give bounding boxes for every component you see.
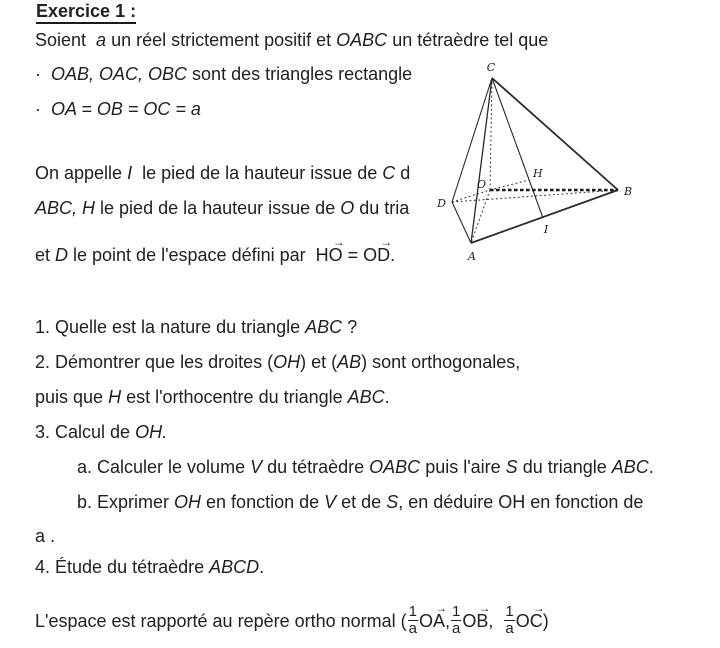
text-segment: S [386, 492, 399, 512]
segment-CI [492, 78, 543, 218]
text-segment: 3. Calcul de [35, 422, 136, 442]
exercise-title: Exercice 1 : [36, 1, 136, 24]
text-segment: ) [542, 611, 549, 632]
label-H: H [533, 167, 543, 180]
vector-expression: OB → [462, 600, 491, 632]
text-segment: et [35, 245, 56, 265]
question-2-cont [35, 386, 390, 408]
label-A: A [468, 250, 476, 263]
label-I: I [543, 223, 549, 236]
edge-CB [492, 78, 618, 190]
text-segment: On appelle [35, 163, 128, 183]
question-1 [35, 316, 357, 338]
question-3b-cont [35, 525, 55, 547]
vector-arrow-icon: → [478, 600, 491, 615]
text-segment: a . [35, 526, 56, 546]
bullet-marker: · [35, 99, 41, 119]
text-segment: H [82, 198, 96, 218]
text-segment: a. Calculer le volume [77, 457, 251, 477]
appelle-line-2 [35, 197, 409, 219]
text-segment: OH [273, 352, 301, 372]
fraction-denominator: a [452, 619, 461, 637]
text-segment: Soient [35, 30, 97, 50]
segment-OH [490, 180, 529, 190]
text-segment: puis l'aire [420, 457, 506, 477]
label-D: D [437, 197, 446, 210]
vector-expression: OA → [419, 600, 448, 632]
text-segment: L'espace est rapporté au repère ortho normal ( [35, 611, 407, 632]
text-segment: d [395, 163, 411, 183]
text-segment: ABC [611, 457, 649, 477]
definition-line [35, 234, 396, 266]
vector-arrow-icon: → [435, 600, 448, 615]
math-fraction [408, 604, 418, 637]
text-segment: ) et ( [300, 352, 338, 372]
text-segment: OH [174, 492, 202, 512]
text-segment: OABC [336, 30, 388, 50]
text-segment: ABC, [35, 198, 78, 218]
label-B: B [624, 185, 633, 198]
text-segment: puis que [35, 387, 109, 407]
bullet-marker: · [35, 64, 41, 84]
text-segment: un tétraèdre tel que [387, 30, 549, 50]
text-segment: b. Exprimer [77, 492, 175, 512]
text-segment: ABCD [209, 557, 260, 577]
bullet-line-2 [35, 98, 201, 120]
tetrahedron-figure [425, 50, 720, 265]
text-segment: un réel strictement positif et [106, 30, 337, 50]
text-segment: en fonction de [201, 492, 325, 512]
text-segment: V [250, 457, 263, 477]
label-O: O [476, 178, 486, 191]
fraction-denominator: a [505, 619, 514, 637]
text-segment: . [390, 245, 396, 265]
text-segment: , [445, 611, 451, 632]
text-segment: I [127, 163, 133, 183]
text-segment: sont des triangles rectangle [187, 64, 413, 84]
text-segment: OABC [369, 457, 421, 477]
repere-line [35, 600, 549, 639]
text-segment: . [384, 387, 390, 407]
text-segment: , [488, 611, 504, 632]
bullet-line-1 [35, 63, 412, 85]
text-segment: C [382, 163, 396, 183]
vector-expression: HO → [315, 234, 345, 265]
text-segment: le pied de la hauteur issue de [95, 198, 341, 218]
text-segment: 4. Étude du tétraèdre [35, 557, 210, 577]
fraction-numerator: 1 [505, 603, 514, 620]
text-segment: , en déduire OH en fonction de [398, 492, 644, 512]
question-3a [77, 456, 654, 478]
text-segment: S [505, 457, 518, 477]
text-segment: . [648, 457, 654, 477]
math-fraction [451, 604, 461, 637]
question-4 [35, 556, 264, 578]
text-segment: V [324, 492, 337, 512]
label-C: C [486, 61, 496, 74]
vector-arrow-icon: → [332, 234, 345, 249]
fraction-numerator: 1 [452, 603, 461, 620]
vector-arrow-icon: → [532, 600, 545, 615]
text-segment: est l'orthocentre du triangle [121, 387, 348, 407]
text-segment: AB [337, 352, 362, 372]
edge-DA [452, 202, 471, 243]
intro-line [35, 29, 548, 51]
question-2 [35, 351, 520, 373]
vector-arrow-icon: → [380, 234, 393, 249]
text-segment: = [342, 245, 364, 265]
text-segment: 2. Démontrer que les droites ( [35, 352, 274, 372]
text-segment: du triangle [517, 457, 612, 477]
text-segment: du tria [354, 198, 410, 218]
text-segment: . [259, 557, 265, 577]
text-segment [41, 99, 51, 119]
text-segment: ABC [347, 387, 385, 407]
vector-expression: OC → [515, 600, 545, 632]
text-segment: O [340, 198, 355, 218]
question-3 [35, 421, 167, 443]
text-segment: D [55, 245, 69, 265]
text-segment: ABC [305, 317, 343, 337]
text-segment: le pied de la hauteur issue de [132, 163, 383, 183]
math-fraction [504, 604, 514, 637]
question-3b [77, 491, 643, 513]
edge-CD [452, 78, 492, 202]
text-segment: 1. Quelle est la nature du triangle [35, 317, 306, 337]
fraction-numerator: 1 [408, 603, 417, 620]
vector-expression: OD → [363, 234, 393, 265]
text-segment: et de [336, 492, 387, 512]
appelle-line-1 [35, 162, 410, 184]
text-segment: H [108, 387, 122, 407]
edge-CA [471, 78, 492, 243]
fraction-denominator: a [408, 619, 417, 637]
text-segment: ? [342, 317, 358, 337]
text-segment: OA = OB = OC = a [51, 99, 201, 119]
text-segment [41, 64, 51, 84]
text-segment: a [96, 30, 107, 50]
text-segment: le point de l'espace défini par [68, 245, 316, 265]
text-segment: OAB, OAC, OBC [51, 64, 188, 84]
text-segment: OH. [135, 422, 168, 442]
text-segment: ) sont orthogonales, [361, 352, 521, 372]
text-segment: du tétraèdre [262, 457, 370, 477]
